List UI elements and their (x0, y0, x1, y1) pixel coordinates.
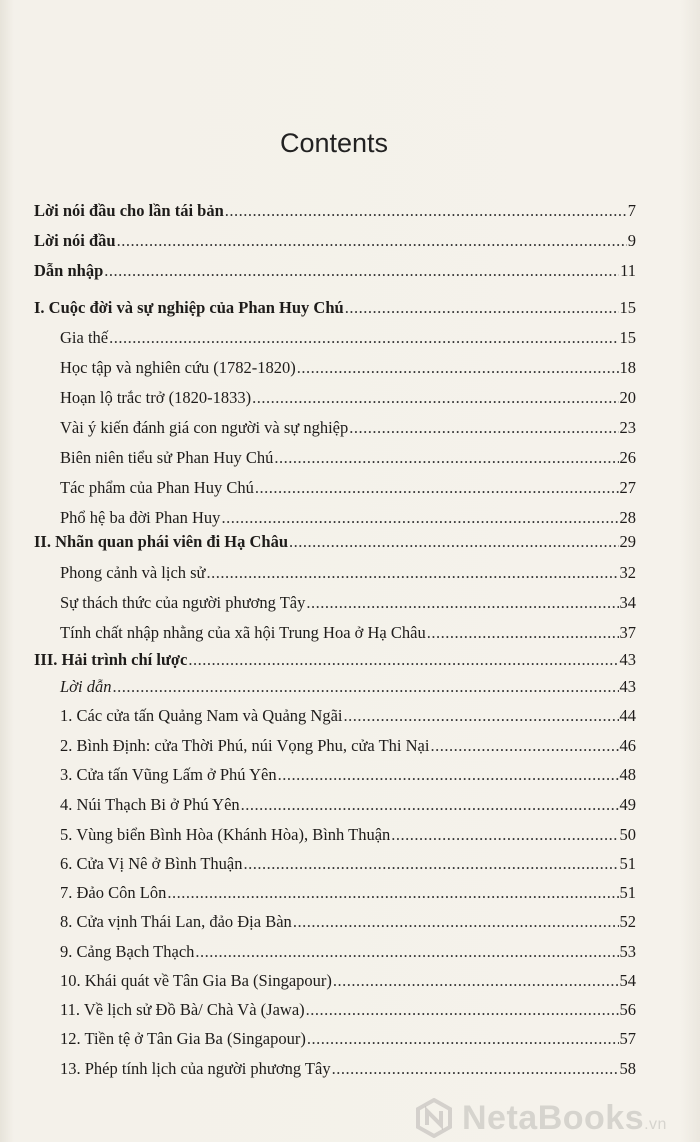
toc-entry-page-number: 28 (619, 508, 636, 527)
toc-entry-label: Lời nói đầu (34, 231, 116, 250)
toc-entry (60, 1028, 636, 1050)
dot-leader (104, 260, 619, 282)
dot-leader (207, 562, 619, 584)
dot-leader (188, 649, 618, 671)
toc-entry-label: 11. Về lịch sử Đồ Bà/ Chà Và (Jawa) (60, 1000, 305, 1019)
toc-entry-label: Biên niên tiểu sử Phan Huy Chú (60, 448, 274, 467)
toc-entry-page-number: 34 (619, 593, 636, 612)
toc-entry-label: 2. Bình Định: cửa Thời Phú, núi Vọng Phu, cửa Thi Nại (60, 736, 430, 755)
dot-leader (167, 882, 618, 904)
toc-entry-page-number: 20 (619, 388, 636, 407)
dot-leader (289, 531, 618, 553)
toc-entry-page-number: 7 (627, 201, 636, 220)
toc-entry (60, 824, 636, 846)
toc-entry (60, 853, 636, 875)
toc-entry-label: 13. Phép tính lịch của người phương Tây (60, 1059, 331, 1078)
watermark-tld: .vn (644, 1115, 667, 1133)
toc-entry (60, 970, 636, 992)
toc-entry-label: 6. Cửa Vị Nê ở Bình Thuận (60, 854, 243, 873)
toc-entry-label: 12. Tiền tệ ở Tân Gia Ba (Singapour) (60, 1029, 306, 1048)
toc-entry (34, 200, 636, 222)
dot-leader (241, 794, 619, 816)
toc-entry-page-number: 46 (619, 736, 636, 755)
dot-leader (109, 327, 618, 349)
dot-leader (252, 387, 618, 409)
toc-entry-page-number: 51 (619, 854, 636, 873)
toc-entry (60, 911, 636, 933)
watermark-brand: NetaBooks (462, 1098, 645, 1137)
dot-leader (391, 824, 618, 846)
toc-entry-label: Vài ý kiến đánh giá con người và sự nghiệp (60, 418, 349, 437)
toc-entry (34, 260, 636, 282)
toc-entry-page-number: 9 (627, 231, 636, 250)
toc-entry (60, 622, 636, 644)
toc-entry (60, 882, 636, 904)
toc-entry-label: 3. Cửa tấn Vũng Lấm ở Phú Yên (60, 765, 277, 784)
toc-entry-label: 1. Các cửa tấn Quảng Nam và Quảng Ngãi (60, 706, 343, 725)
dot-leader (274, 447, 618, 469)
toc-entry-label: Tác phẩm của Phan Huy Chú (60, 478, 254, 497)
toc-entry-page-number: 57 (619, 1029, 636, 1048)
toc-entry-page-number: 51 (619, 883, 636, 902)
toc-entry (60, 794, 636, 816)
toc-entry-page-number: 52 (619, 912, 636, 931)
toc-entry-page-number: 58 (619, 1059, 636, 1078)
dot-leader (345, 297, 619, 319)
toc-entry (60, 387, 636, 409)
dot-leader (306, 999, 619, 1021)
dot-leader (307, 1028, 619, 1050)
toc-entry (34, 297, 636, 319)
toc-entry-page-number: 26 (619, 448, 636, 467)
toc-entry-page-number: 32 (619, 563, 636, 582)
dot-leader (297, 357, 619, 379)
toc-entry (60, 592, 636, 614)
toc-entry-page-number: 37 (619, 623, 636, 642)
toc-entry (60, 999, 636, 1021)
toc-entry-page-number: 15 (619, 298, 636, 317)
toc-entry-label: Lời nói đầu cho lần tái bản (34, 201, 224, 220)
watermark-logo (414, 1098, 700, 1138)
watermark-text (462, 1099, 667, 1138)
toc-entry (60, 327, 636, 349)
toc-entry-page-number: 23 (619, 418, 636, 437)
toc-entry (60, 1058, 636, 1080)
dot-leader (195, 941, 618, 963)
dot-leader (293, 911, 619, 933)
toc-entry-label: Hoạn lộ trắc trở (1820-1833) (60, 388, 252, 407)
dot-leader (278, 764, 619, 786)
toc-entry-label: 7. Đảo Côn Lôn (60, 883, 167, 902)
toc-entry (60, 562, 636, 584)
toc-entry-label: Lời dẫn (60, 677, 112, 696)
toc-entry-page-number: 29 (619, 532, 636, 551)
toc-entry (60, 764, 636, 786)
toc-entry (60, 417, 636, 439)
toc-entry (60, 705, 636, 727)
toc-entry-page-number: 15 (619, 328, 636, 347)
toc-entry-label: I. Cuộc đời và sự nghiệp của Phan Huy Chú (34, 298, 344, 317)
toc-entry (60, 447, 636, 469)
toc-entry (60, 477, 636, 499)
toc-entry-page-number: 18 (619, 358, 636, 377)
toc-entry (60, 941, 636, 963)
toc-entry-label: 8. Cửa vịnh Thái Lan, đảo Địa Bàn (60, 912, 292, 931)
toc-entry-page-number: 53 (619, 942, 636, 961)
netabooks-logo-icon (414, 1098, 454, 1138)
toc-entry-label: Dẫn nhập (34, 261, 104, 280)
toc-entry-label: 4. Núi Thạch Bi ở Phú Yên (60, 795, 240, 814)
toc-entry-page-number: 49 (619, 795, 636, 814)
toc-entry-label: Tính chất nhập nhằng của xã hội Trung Hoa ở Hạ Châu (60, 623, 426, 642)
toc-entry (34, 649, 636, 671)
toc-entry (60, 676, 636, 698)
dot-leader (349, 417, 618, 439)
dot-leader (117, 230, 627, 252)
toc-entry-label: Sự thách thức của người phương Tây (60, 593, 306, 612)
toc-entry-label: Phổ hệ ba đời Phan Huy (60, 508, 221, 527)
dot-leader (430, 735, 618, 757)
toc-entry-label: 9. Cảng Bạch Thạch (60, 942, 195, 961)
dot-leader (343, 705, 618, 727)
toc-entry-label: Học tập và nghiên cứu (1782-1820) (60, 358, 296, 377)
dot-leader (225, 200, 627, 222)
toc-entry (34, 230, 636, 252)
toc-entry (60, 735, 636, 757)
dot-leader (112, 676, 618, 698)
toc-entry-page-number: 54 (619, 971, 636, 990)
dot-leader (306, 592, 618, 614)
toc-entry (34, 531, 636, 553)
dot-leader (244, 853, 619, 875)
toc-entry-label: III. Hải trình chí lược (34, 650, 188, 669)
dot-leader (427, 622, 619, 644)
toc-entry-page-number: 43 (619, 650, 636, 669)
toc-entry-page-number: 56 (619, 1000, 636, 1019)
toc-entry-label: 5. Vùng biển Bình Hòa (Khánh Hòa), Bình Thuận (60, 825, 391, 844)
toc-entry (60, 357, 636, 379)
toc-entry-label: 10. Khái quát về Tân Gia Ba (Singapour) (60, 971, 332, 990)
toc-entry-page-number: 27 (619, 478, 636, 497)
dot-leader (333, 970, 619, 992)
page-title: Contents (279, 128, 389, 158)
toc-entry-page-number: 43 (619, 677, 636, 696)
toc-entry-page-number: 48 (619, 765, 636, 784)
toc-entry-label: Phong cảnh và lịch sử (60, 563, 206, 582)
toc-entry-label: Gia thế (60, 328, 109, 347)
dot-leader (221, 507, 618, 529)
toc-entry-label: II. Nhãn quan phái viên đi Hạ Châu (34, 532, 289, 551)
dot-leader (332, 1058, 619, 1080)
toc-entry (60, 507, 636, 529)
toc-entry-page-number: 11 (620, 261, 636, 280)
toc-entry-page-number: 44 (619, 706, 636, 725)
toc-entry-page-number: 50 (619, 825, 636, 844)
dot-leader (255, 477, 619, 499)
